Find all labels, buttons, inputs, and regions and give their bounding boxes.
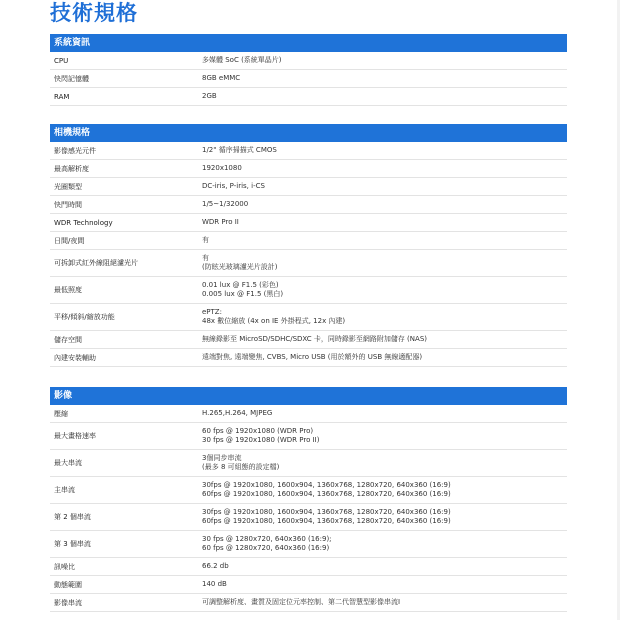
spec-label: WDR Technology xyxy=(54,218,113,227)
spec-value-line: 60 fps @ 1280x720, 640x360 (16:9) xyxy=(202,544,330,552)
spec-value xyxy=(202,236,567,245)
spec-value xyxy=(202,200,567,209)
spec-value xyxy=(202,335,567,344)
spec-value-line: 0.01 lux @ F1.5 (彩色) xyxy=(202,281,279,289)
spec-label: 可拆卸式紅外線阻絕濾光片 xyxy=(54,259,138,267)
section-heading: 相機規格 xyxy=(50,124,567,142)
spec-value xyxy=(202,164,567,173)
spec-value-line: 30 fps @ 1920x1080 (WDR Pro II) xyxy=(202,436,320,444)
spec-label: 快門時間 xyxy=(54,200,82,209)
spec-row xyxy=(50,196,567,214)
spec-value xyxy=(202,562,567,571)
spec-label: 最高解析度 xyxy=(54,164,89,173)
spec-label: 主串流 xyxy=(54,486,75,494)
spec-value-line: 3個同步串流 xyxy=(202,454,242,462)
spec-row xyxy=(50,70,567,88)
spec-value-line: 1/2" 循序掃描式 CMOS xyxy=(202,146,277,154)
spec-label: 訊噪比 xyxy=(54,562,75,571)
spec-value xyxy=(202,353,567,362)
spec-value xyxy=(202,481,567,499)
spec-label: 動態範圍 xyxy=(54,580,82,589)
spec-label: 平移/傾斜/縮放功能 xyxy=(54,313,115,321)
spec-row xyxy=(50,250,567,277)
spec-label: 光圈類型 xyxy=(54,182,82,191)
spec-label: 儲存空間 xyxy=(54,335,82,344)
spec-row xyxy=(50,477,567,504)
spec-label: 最大串流 xyxy=(54,459,82,467)
spec-label: 快閃記憶體 xyxy=(54,74,89,83)
spec-row xyxy=(50,232,567,250)
spec-row xyxy=(50,531,567,558)
spec-value-line: 30 fps @ 1280x720, 640x360 (16:9); xyxy=(202,535,332,543)
spec-value-line: 1/5~1/32000 xyxy=(202,200,249,208)
spec-value xyxy=(202,535,567,553)
spec-value xyxy=(202,598,567,607)
spec-value-line: 48x 數位縮放 (4x on IE 外掛程式, 12x 內建) xyxy=(202,317,346,325)
spec-label: 內建安裝輔助 xyxy=(54,353,96,362)
spec-value xyxy=(202,454,567,472)
spec-row xyxy=(50,558,567,576)
spec-value xyxy=(202,308,567,326)
spec-value xyxy=(202,409,567,418)
spec-value-line: 有 xyxy=(202,254,209,262)
spec-value xyxy=(202,254,567,272)
spec-row xyxy=(50,277,567,304)
spec-row xyxy=(50,504,567,531)
spec-value-line: 遠端對焦, 遠端變焦, CVBS, Micro USB (用於額外的 USB 無線適配器) xyxy=(202,353,423,361)
spec-row xyxy=(50,88,567,106)
spec-value xyxy=(202,74,567,83)
section-camera-specs xyxy=(50,124,567,367)
spec-value xyxy=(202,580,567,589)
spec-label: 影像感光元件 xyxy=(54,146,96,155)
spec-row xyxy=(50,576,567,594)
spec-label: 第 3 個串流 xyxy=(54,540,91,548)
spec-row xyxy=(50,349,567,367)
spec-value-line: 可調整解析度、畫質及固定位元率控制、第二代智慧型影像串流I xyxy=(202,598,401,606)
spec-label: 最低照度 xyxy=(54,286,82,294)
spec-label: 影像串流 xyxy=(54,598,82,607)
spec-label: 日間/夜間 xyxy=(54,236,85,245)
spec-value-line: 1920x1080 xyxy=(202,164,242,172)
spec-value-line: 60 fps @ 1920x1080 (WDR Pro) xyxy=(202,427,314,435)
spec-value-line: 30fps @ 1920x1080, 1600x904, 1360x768, 1280x720, 640x360 (16:9) xyxy=(202,508,451,516)
spec-value-line: ePTZ: xyxy=(202,308,222,316)
spec-label: RAM xyxy=(54,92,70,101)
spec-row xyxy=(50,160,567,178)
spec-value xyxy=(202,508,567,526)
spec-value-line: 2GB xyxy=(202,92,217,100)
spec-row xyxy=(50,52,567,70)
spec-row xyxy=(50,214,567,232)
spec-value-line: 30fps @ 1920x1080, 1600x904, 1360x768, 1280x720, 640x360 (16:9) xyxy=(202,481,451,489)
spec-value-line: 60fps @ 1920x1080, 1600x904, 1360x768, 1280x720, 640x360 (16:9) xyxy=(202,490,451,498)
spec-row xyxy=(50,450,567,477)
spec-value-line: 多媒體 SoC (系統單晶片) xyxy=(202,56,282,64)
spec-row xyxy=(50,178,567,196)
spec-value-line: WDR Pro II xyxy=(202,218,239,226)
section-heading: 影像 xyxy=(50,387,567,405)
spec-row xyxy=(50,142,567,160)
spec-value-line: 有 xyxy=(202,236,209,244)
spec-value-line: 66.2 db xyxy=(202,562,229,570)
spec-value xyxy=(202,182,567,191)
spec-value-line: 140 dB xyxy=(202,580,227,588)
section-system-info xyxy=(50,34,567,106)
spec-row xyxy=(50,331,567,349)
spec-row xyxy=(50,423,567,450)
section-video xyxy=(50,387,567,612)
spec-value-line: DC-iris, P-iris, i-CS xyxy=(202,182,265,190)
spec-value xyxy=(202,92,567,101)
spec-value xyxy=(202,427,567,445)
spec-value-line: (最多 8 可組態的設定檔) xyxy=(202,463,280,471)
spec-value-line: 60fps @ 1920x1080, 1600x904, 1360x768, 1280x720, 640x360 (16:9) xyxy=(202,517,451,525)
section-heading: 系統資訊 xyxy=(50,34,567,52)
spec-value-line: (防眩光玻璃濾光片設計) xyxy=(202,263,278,271)
spec-row xyxy=(50,304,567,331)
spec-value-line: 0.005 lux @ F1.5 (黑白) xyxy=(202,290,284,298)
spec-row xyxy=(50,594,567,612)
spec-label: 最大畫格速率 xyxy=(54,432,96,440)
spec-row xyxy=(50,405,567,423)
spec-value-line: 8GB eMMC xyxy=(202,74,241,82)
spec-label: 第 2 個串流 xyxy=(54,513,91,521)
spec-value-line: 無線錄影至 MicroSD/SDHC/SDXC 卡，同時錄影至網路附加儲存 (NAS) xyxy=(202,335,427,343)
spec-value-line: H.265,H.264, MJPEG xyxy=(202,409,273,417)
spec-label: 壓縮 xyxy=(54,409,68,418)
spec-label: CPU xyxy=(54,56,69,65)
spec-value xyxy=(202,218,567,227)
spec-value xyxy=(202,146,567,155)
spec-value xyxy=(202,56,567,65)
page-title: 技術規格 xyxy=(50,1,138,25)
spec-value xyxy=(202,281,567,299)
